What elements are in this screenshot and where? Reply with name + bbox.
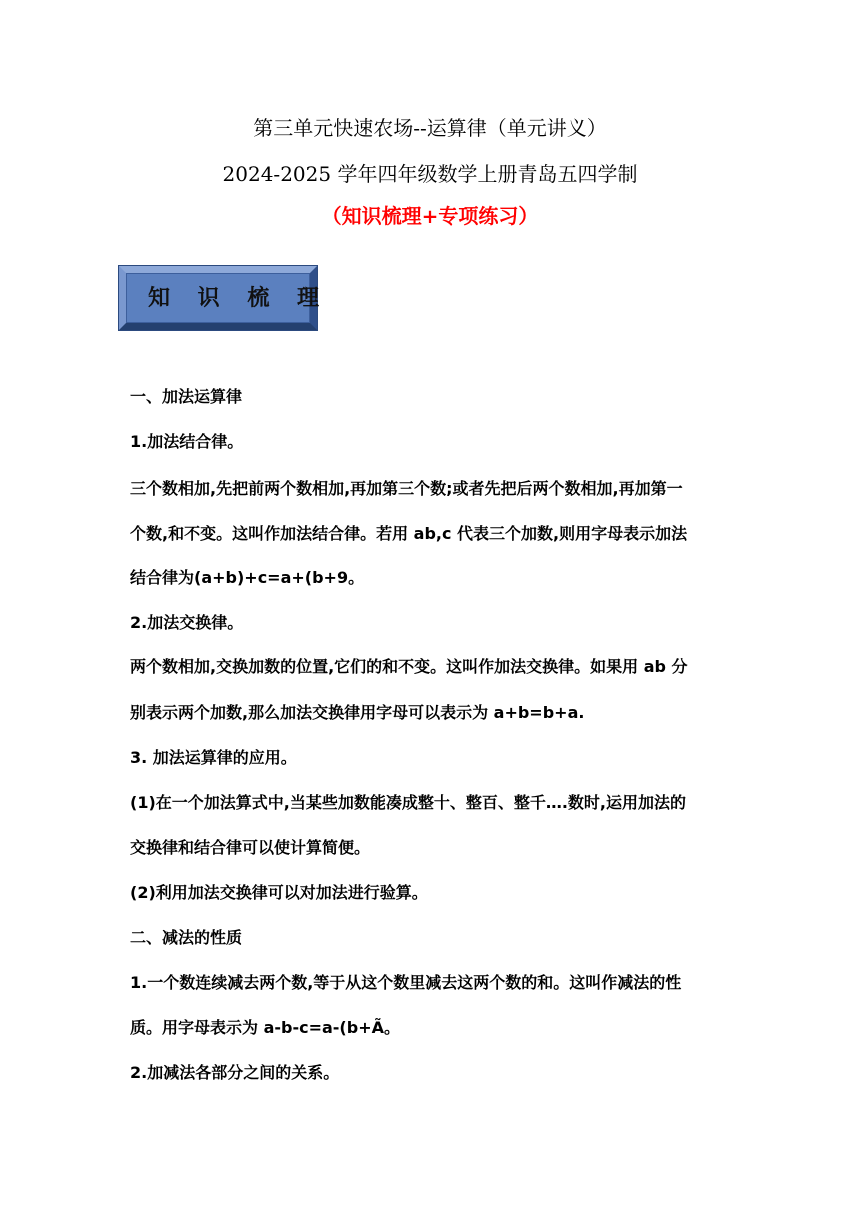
subheading-applications: 3. 加法运算律的应用。 xyxy=(130,748,297,767)
document-subtitle-grade: 2024-2025 学年四年级数学上册青岛五四学制 xyxy=(222,162,638,186)
paragraph-line: (1)在一个加法算式中,当某些加数能凑成整十、整百、整千….数时,运用加法的 xyxy=(130,793,686,812)
paragraph-line: 质。用字母表示为 a-b-c=a-(b+Ã。 xyxy=(130,1018,400,1037)
paragraph-line: 个数,和不变。这叫作加法结合律。若用 ab,c 代表三个加数,则用字母表示加法 xyxy=(130,524,688,543)
document-subtitle-red: （知识梳理+专项练习） xyxy=(321,204,539,228)
subheading-associative: 1.加法结合律。 xyxy=(130,432,244,451)
document-title: 第三单元快速农场--运算律（单元讲义） xyxy=(253,116,607,140)
subheading-add-sub-relations: 2.加减法各部分之间的关系。 xyxy=(130,1063,340,1082)
paragraph-line: 两个数相加,交换加数的位置,它们的和不变。这叫作加法交换律。如果用 ab 分 xyxy=(130,657,688,676)
knowledge-banner-label: 知 识 梳 理 xyxy=(148,285,329,311)
paragraph-line: 1.一个数连续减去两个数,等于从这个数里减去这两个数的和。这叫作减法的性 xyxy=(130,973,682,992)
subheading-commutative: 2.加法交换律。 xyxy=(130,613,244,632)
paragraph-line: 三个数相加,先把前两个数相加,再加第三个数;或者先把后两个数相加,再加第一 xyxy=(130,479,683,498)
section-heading-subtraction: 二、减法的性质 xyxy=(130,928,243,947)
knowledge-banner xyxy=(119,266,329,330)
section-heading-addition-laws: 一、加法运算律 xyxy=(130,387,243,406)
paragraph-line: 结合律为(a+b)+c=a+(b+9。 xyxy=(130,568,365,587)
knowledge-banner-face xyxy=(126,273,329,323)
paragraph-line: (2)利用加法交换律可以对加法进行验算。 xyxy=(130,883,428,902)
paragraph-line: 别表示两个加数,那么加法交换律用字母可以表示为 a+b=b+a. xyxy=(130,703,585,722)
paragraph-line: 交换律和结合律可以使计算简便。 xyxy=(130,838,371,857)
